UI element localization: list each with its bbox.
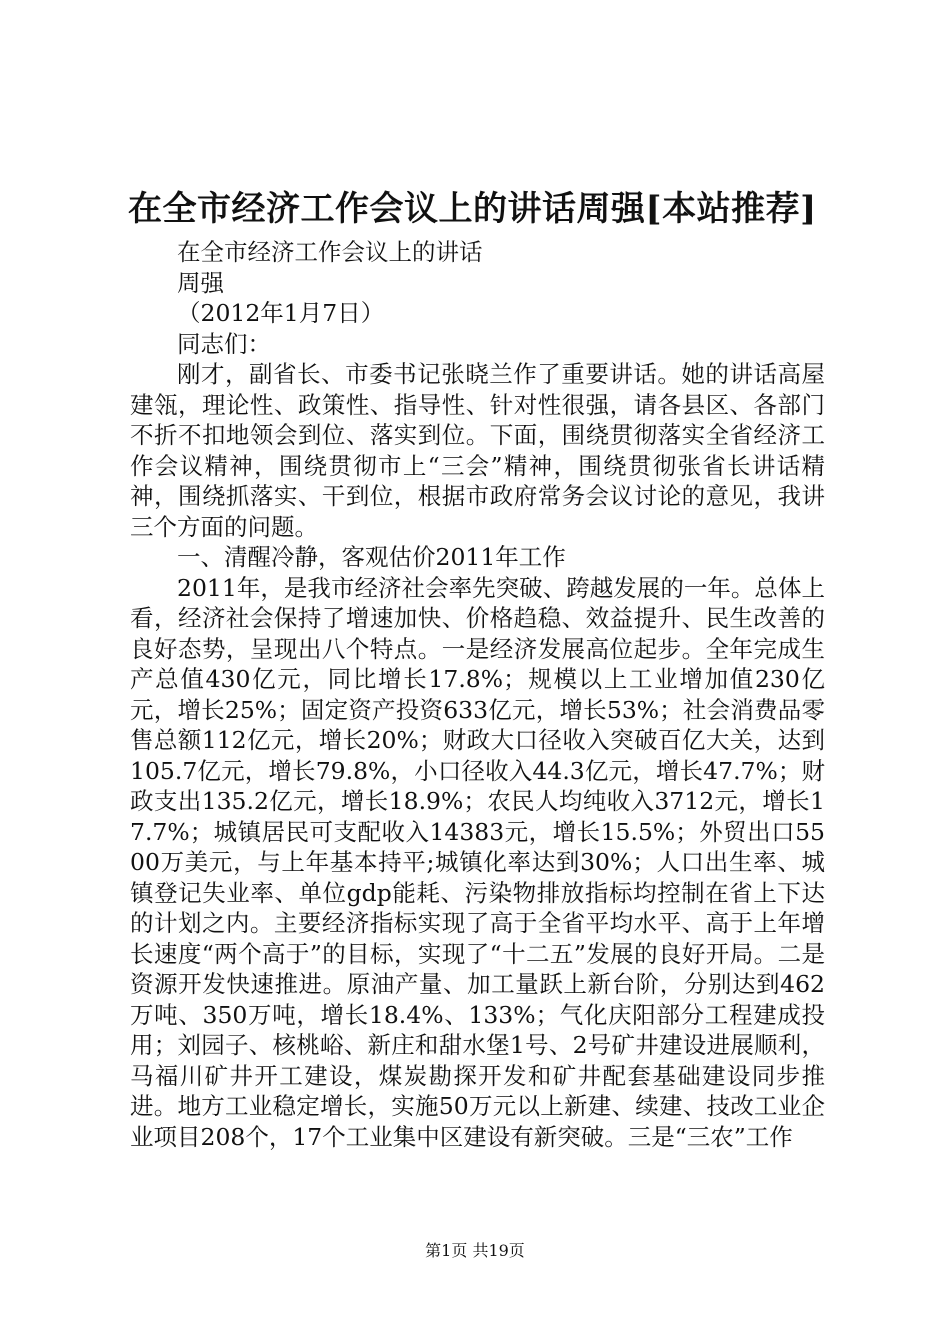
document-body — [130, 237, 825, 1152]
body-paragraph: 2011年，是我市经济社会率先突破、跨越发展的一年。总体上看，经济社会保持了增速加快、价格趋稳、效益提升、民生改善的良好态势，呈现出八个特点。一是经济发展高位起步。全年完成生产总值430亿元，同比增长17.8%；规模以上工业增加值230亿元，增长25%；固定资产投资633亿元，增长53%；社会消费品零售总额112亿元，增长20%；财政大口径收入突破百亿大关，达到105.7亿元，增长79.8%，小口径收入44.3亿元，增长47.7%；财政支出135.2亿元，增长18.9%；农民人均纯收入3712元，增长17.7%；城镇居民可支配收入14383元，增长15.5%；外贸出口5500万美元，与上年基本持平;城镇化率达到30%；人口出生率、城镇登记失业率、单位gdp能耗、污染物排放指标均控制在省上下达的计划之内。主要经济指标实现了高于全省平均水平、高于上年增长速度“两个高于”的目标，实现了“十二五”发展的良好开局。二是资源开发快速推进。原油产量、加工量跃上新台阶，分别达到462万吨、350万吨，增长18.4%、133%；气化庆阳部分工程建成投用；刘园子、核桃峪、新庄和甜水堡1号、2号矿井建设进展顺利，马福川矿井开工建设，煤炭勘探开发和矿井配套基础建设同步推进。地方工业稳定增长，实施50万元以上新建、续建、技改工业企业项目208个，17个工业集中区建设有新突破。三是“三农”工作 — [130, 573, 825, 1151]
page-number-footer: 第1页 共19页 — [425, 1241, 525, 1260]
speaker-name: 周强 — [177, 268, 224, 297]
body-paragraph: 刚才，副省长、市委书记张晓兰作了重要讲话。她的讲话高屋建瓴，理论性、政策性、指导性、针对性很强，请各县区、各部门不折不扣地领会到位、落实到位。下面，围绕贯彻落实全省经济工作会议精神，围绕贯彻市上“三会”精神，围绕贯彻张省长讲话精神，围绕抓落实、干到位，根据市政府常务会议讨论的意见，我讲三个方面的问题。 — [130, 360, 825, 541]
section-heading: 一、清醒冷静，客观估价2011年工作 — [177, 543, 566, 571]
salutation: 同志们： — [177, 329, 271, 358]
speech-date: （2012年1月7日） — [177, 299, 385, 327]
speech-title: 在全市经济工作会议上的讲话 — [177, 238, 483, 266]
document-title: 在全市经济工作会议上的讲话周强[本站推荐] — [128, 189, 817, 229]
